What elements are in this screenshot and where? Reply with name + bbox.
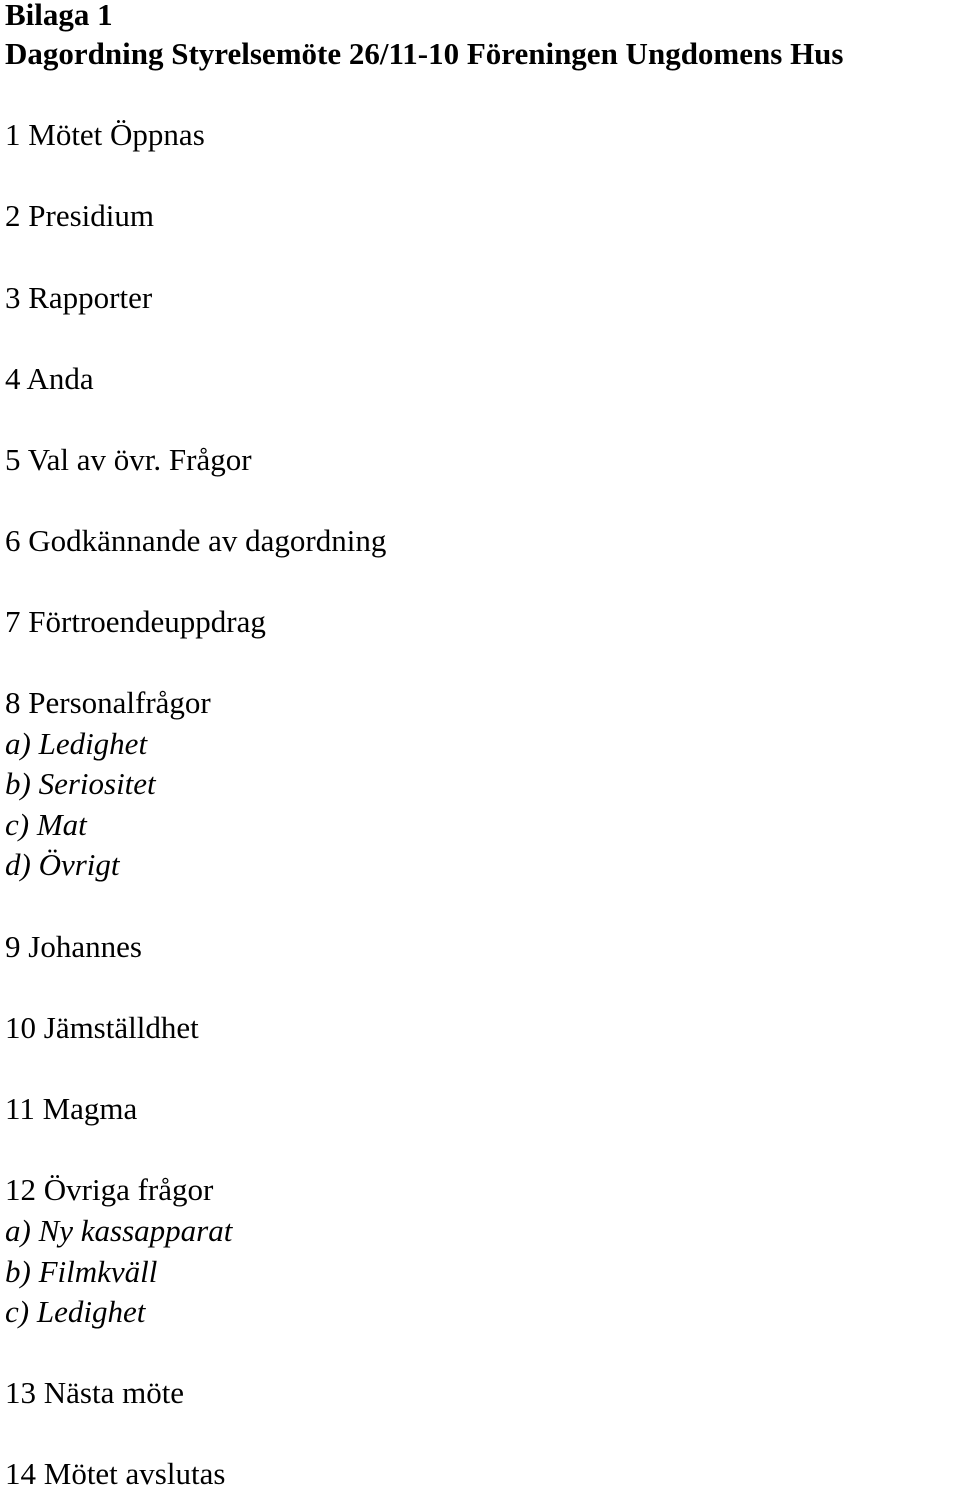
agenda-item-3: 3 Rapporter (5, 280, 153, 315)
agenda-item-4: 4 Anda (5, 361, 94, 396)
agenda-subitem: b) Filmkväll (5, 1254, 158, 1289)
appendix-label: Bilaga 1 (5, 0, 113, 32)
agenda-subitem: a) Ledighet (5, 726, 148, 761)
agenda-item-13: 13 Nästa möte (5, 1375, 185, 1410)
agenda-subitem: a) Ny kassapparat (5, 1213, 233, 1248)
agenda-item-11: 11 Magma (5, 1091, 138, 1126)
agenda-item-9: 9 Johannes (5, 929, 142, 964)
agenda-item-14: 14 Mötet avslutas (5, 1456, 226, 1491)
agenda-item-6: 6 Godkännande av dagordning (5, 523, 387, 558)
agenda-subitem: c) Ledighet (5, 1294, 146, 1329)
agenda-subitem: d) Övrigt (5, 847, 120, 882)
agenda-subitem: b) Seriositet (5, 766, 156, 801)
agenda-item-8: 8 Personalfrågor (5, 685, 211, 720)
agenda-item-12: 12 Övriga frågor (5, 1172, 214, 1207)
agenda-item-2: 2 Presidium (5, 198, 154, 233)
document-title: Dagordning Styrelsemöte 26/11-10 Föreningen Ungdomens Hus (5, 36, 844, 71)
agenda-item-7: 7 Förtroendeuppdrag (5, 604, 266, 639)
agenda-item-1: 1 Mötet Öppnas (5, 117, 205, 152)
agenda-item-5: 5 Val av övr. Frågor (5, 442, 252, 477)
agenda-subitem: c) Mat (5, 807, 87, 842)
agenda-item-10: 10 Jämställdhet (5, 1010, 199, 1045)
